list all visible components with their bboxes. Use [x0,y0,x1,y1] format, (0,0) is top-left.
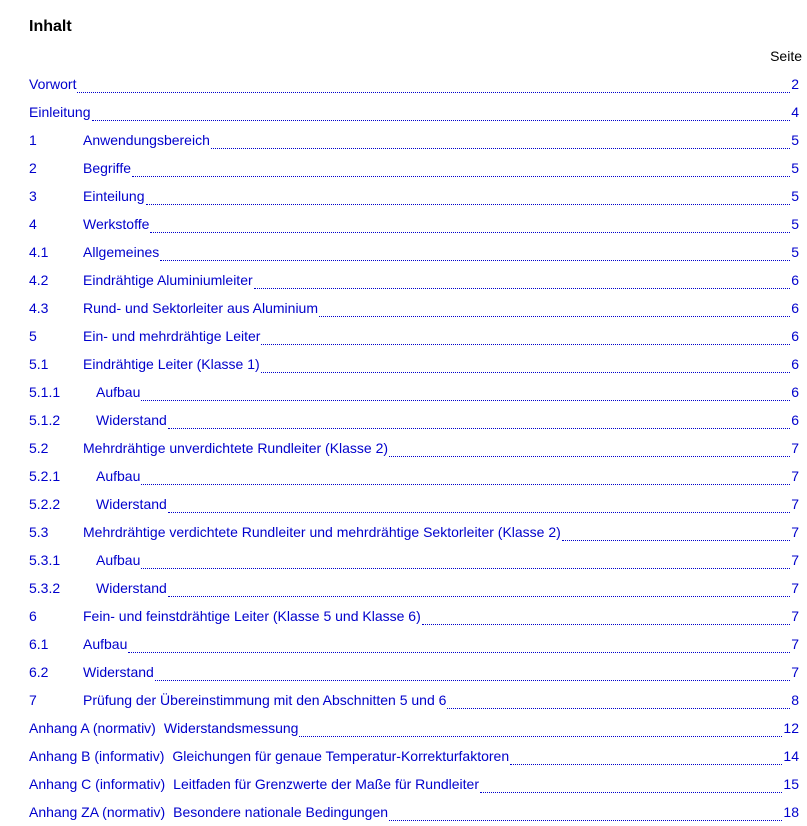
toc-dot-leader [447,698,790,709]
toc-entry-page: 6 [791,356,799,372]
toc-entry-label: Eindrähtige Leiter (Klasse 1) [83,356,260,372]
toc-entry-page: 6 [791,272,799,288]
toc-entry-number: 5.2.2 [29,496,61,512]
toc-entry-number: 5.3 [29,524,49,540]
toc-entry-page: 6 [791,412,799,428]
toc-entry[interactable] [29,686,799,714]
toc-entry-number: 4.2 [29,272,49,288]
toc-dot-leader [299,726,782,737]
toc-dot-leader [150,222,790,233]
toc-entry-label: Mehrdrähtige unverdichtete Rundleiter (Klasse 2) [83,440,389,456]
toc-entry[interactable] [29,378,799,406]
toc-entry-label: Leitfaden für Grenzwerte der Maße für Rundleiter [173,776,479,792]
toc-dot-leader [510,754,782,765]
toc-entry[interactable] [29,126,799,154]
toc-entry[interactable] [29,434,799,462]
toc-entry-label: Aufbau [96,384,141,400]
toc-entry[interactable] [29,238,799,266]
toc-entry-page: 12 [783,720,799,736]
toc-entry-number: 5.2 [29,440,49,456]
table-of-contents [29,70,799,826]
toc-entry-label: Ein- und mehrdrähtige Leiter [83,328,261,344]
toc-entry-number: 4 [29,216,37,232]
toc-entry-page: 7 [791,524,799,540]
toc-entry[interactable] [29,70,799,98]
toc-entry-number: Anhang B (informativ) [29,748,165,764]
toc-entry-label: Eindrähtige Aluminiumleiter [83,272,253,288]
toc-dot-leader [141,390,790,401]
toc-dot-leader [146,194,791,205]
toc-dot-leader [77,82,790,93]
toc-dot-leader [168,586,790,597]
toc-entry-label: Aufbau [83,636,128,652]
toc-entry-page: 5 [791,160,799,176]
toc-entry-number: 7 [29,692,37,708]
toc-entry-label: Widerstand [96,580,167,596]
toc-dot-leader [480,782,782,793]
toc-entry-label: Begriffe [83,160,131,176]
toc-entry-label: Widerstand [83,664,154,680]
toc-entry-label: Allgemeines [83,244,160,260]
toc-heading: Inhalt [29,18,72,35]
toc-entry-page: 4 [791,104,799,120]
toc-entry-number: 5.1 [29,356,49,372]
toc-entry-label: Fein- und feinstdrähtige Leiter (Klasse 5 und Klasse 6) [83,608,421,624]
toc-entry-label: Rund- und Sektorleiter aus Aluminium [83,300,319,316]
toc-entry[interactable] [29,630,799,658]
toc-entry-label: Anwendungsbereich [83,132,210,148]
toc-entry-label: Mehrdrähtige verdichtete Rundleiter und mehrdrähtige Sektorleiter (Klasse 2) [83,524,561,540]
toc-entry-number: Anhang ZA (normativ) [29,804,166,820]
toc-entry-page: 8 [791,692,799,708]
toc-dot-leader [141,558,790,569]
toc-entry-number: 3 [29,188,37,204]
toc-entry-number: 4.3 [29,300,49,316]
toc-entry-label: Widerstand [96,412,167,428]
toc-entry[interactable] [29,742,799,770]
toc-entry-label: Aufbau [96,552,141,568]
toc-dot-leader [155,670,790,681]
toc-dot-leader [132,166,790,177]
toc-entry-page: 7 [791,468,799,484]
toc-entry[interactable] [29,210,799,238]
toc-entry-page: 7 [791,636,799,652]
toc-entry-number: Anhang A (normativ) [29,720,156,736]
toc-dot-leader [422,614,790,625]
toc-entry[interactable] [29,294,799,322]
toc-dot-leader [261,334,790,345]
toc-entry-page: 5 [791,132,799,148]
toc-entry-number: 5.1.1 [29,384,61,400]
toc-entry[interactable] [29,602,799,630]
toc-entry-page: 7 [791,608,799,624]
toc-entry[interactable] [29,182,799,210]
toc-entry[interactable] [29,154,799,182]
toc-dot-leader [211,138,790,149]
toc-dot-leader [168,418,790,429]
toc-entry[interactable] [29,770,799,798]
toc-entry-number: 6.2 [29,664,49,680]
toc-entry[interactable] [29,518,799,546]
toc-entry[interactable] [29,322,799,350]
toc-entry-label: Widerstand [96,496,167,512]
toc-entry-page: 6 [791,384,799,400]
toc-entry[interactable] [29,574,799,602]
toc-entry-number: Anhang C (informativ) [29,776,166,792]
toc-entry-number: 2 [29,160,37,176]
toc-entry[interactable] [29,490,799,518]
toc-entry-number: 5.1.2 [29,412,61,428]
toc-entry-number: 5.2.1 [29,468,61,484]
toc-dot-leader [141,474,790,485]
toc-entry[interactable] [29,266,799,294]
toc-dot-leader [319,306,790,317]
toc-entry-page: 2 [791,76,799,92]
toc-entry[interactable] [29,350,799,378]
toc-entry-page: 14 [783,748,799,764]
toc-entry-page: 7 [791,580,799,596]
toc-entry-page: 5 [791,216,799,232]
toc-entry-number: 5 [29,328,37,344]
toc-entry-number: 5.3.2 [29,580,61,596]
toc-entry-number: 6 [29,608,37,624]
toc-entry-page: 6 [791,300,799,316]
toc-entry-page: 5 [791,244,799,260]
toc-entry-page: 7 [791,440,799,456]
toc-entry-number: 1 [29,132,37,148]
toc-entry-number: 5.3.1 [29,552,61,568]
toc-entry[interactable] [29,406,799,434]
toc-entry-label: Prüfung der Übereinstimmung mit den Abschnitten 5 und 6 [83,692,447,708]
toc-entry-label: Gleichungen für genaue Temperatur-Korrekturfaktoren [172,748,510,764]
toc-dot-leader [92,110,791,121]
toc-dot-leader [261,362,791,373]
page-column-label: Seite [770,48,802,64]
toc-entry-label: Besondere nationale Bedingungen [173,804,389,820]
toc-entry[interactable] [29,714,799,742]
toc-entry[interactable] [29,546,799,574]
toc-dot-leader [128,642,790,653]
toc-dot-leader [254,278,791,289]
toc-dot-leader [168,502,790,513]
toc-entry-label: Widerstandsmessung [163,720,299,736]
toc-entry-page: 6 [791,328,799,344]
toc-entry-label: Aufbau [96,468,141,484]
toc-entry-label: Einleitung [29,104,91,120]
toc-entry-page: 15 [783,776,799,792]
toc-entry[interactable] [29,798,799,826]
toc-entry-number: 4.1 [29,244,49,260]
toc-entry-label: Vorwort [29,76,77,92]
toc-entry-number: 6.1 [29,636,49,652]
toc-entry-label: Einteilung [83,188,145,204]
toc-dot-leader [160,250,790,261]
toc-entry-page: 18 [783,804,799,820]
toc-entry-page: 5 [791,188,799,204]
toc-dot-leader [389,446,790,457]
toc-entry-page: 7 [791,496,799,512]
toc-entry[interactable] [29,98,799,126]
toc-entry[interactable] [29,658,799,686]
toc-entry-page: 7 [791,552,799,568]
toc-dot-leader [562,530,790,541]
toc-entry-page: 7 [791,664,799,680]
toc-entry[interactable] [29,462,799,490]
toc-entry-label: Werkstoffe [83,216,150,232]
